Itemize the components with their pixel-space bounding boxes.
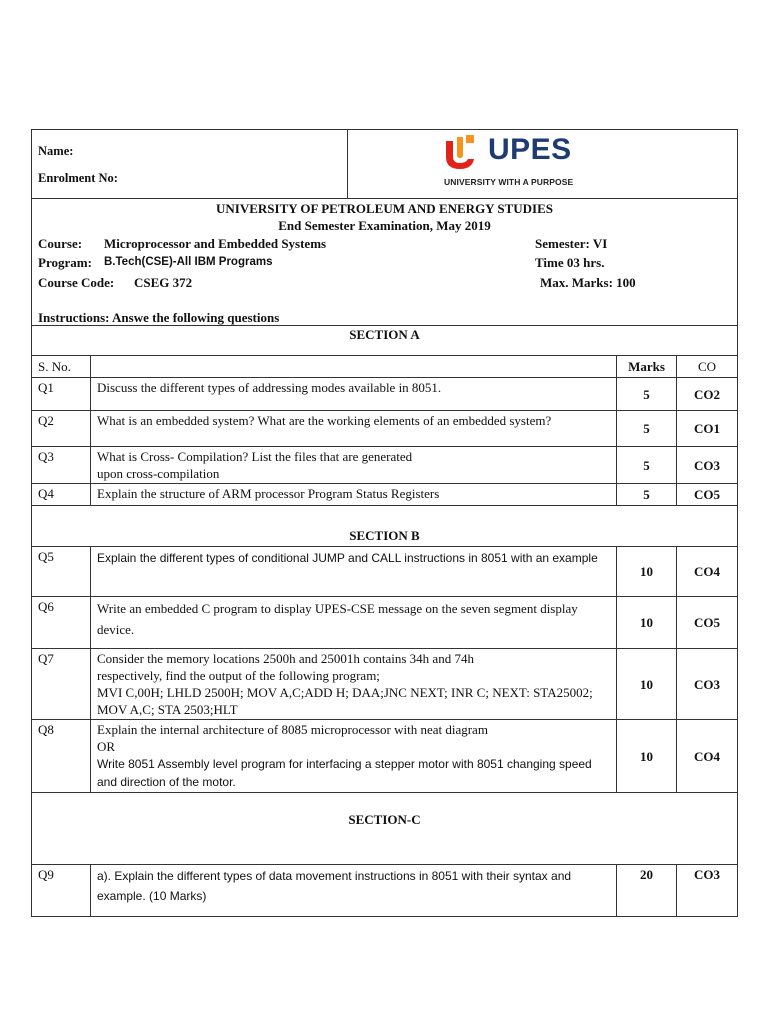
table-row — [32, 447, 738, 484]
name-label: Name: — [38, 144, 74, 158]
question-marks: 5 — [617, 484, 677, 506]
question-number: Q8 — [32, 720, 91, 793]
question-text: Discuss the different types of addressing modes available in 8051. — [91, 378, 617, 411]
question-line: respectively, find the output of the following program; — [97, 668, 380, 683]
question-co: CO4 — [677, 547, 738, 597]
question-number: Q9 — [32, 865, 91, 917]
sno-header: S. No. — [32, 356, 91, 378]
question-marks: 10 — [617, 547, 677, 597]
question-text — [91, 547, 617, 597]
section-a-table — [31, 355, 738, 506]
question-co: CO2 — [677, 378, 738, 411]
question-co: CO1 — [677, 411, 738, 447]
table-row — [32, 547, 738, 597]
question-text: What is an embedded system? What are the working elements of an embedded system? — [91, 411, 617, 447]
section-a-heading: SECTION A — [31, 325, 738, 355]
question-body: Explain the different types of conditional JUMP and CALL instructions in 8051 with an example — [97, 551, 598, 565]
question-number: Q3 — [32, 447, 91, 484]
question-marks: 5 — [617, 447, 677, 484]
logo-text: UPES — [488, 133, 572, 166]
question-co: CO3 — [677, 447, 738, 484]
enrolment-label: Enrolment No: — [38, 171, 118, 185]
question-co: CO5 — [677, 484, 738, 506]
program-value: B.Tech(CSE)-All IBM Programs — [104, 256, 273, 268]
semester: Semester: VI — [535, 236, 608, 251]
question-text — [91, 649, 617, 720]
question-marks: 5 — [617, 378, 677, 411]
logo-tagline: UNIVERSITY WITH A PURPOSE — [444, 177, 574, 187]
question-co: CO3 — [677, 865, 738, 917]
question-co: CO4 — [677, 720, 738, 793]
question-marks: 10 — [617, 720, 677, 793]
course-code-label: Course Code: — [38, 275, 115, 290]
question-number: Q6 — [32, 597, 91, 649]
table-row — [32, 484, 738, 506]
question-number: Q5 — [32, 547, 91, 597]
question-marks: 10 — [617, 649, 677, 720]
table-row — [32, 597, 738, 649]
max-marks: Max. Marks: 100 — [540, 275, 636, 290]
section-b-heading: SECTION B — [31, 506, 738, 546]
question-line: What is Cross- Compilation? List the files that are generated — [97, 449, 413, 464]
header-row — [31, 129, 738, 198]
question-marks: 10 — [617, 597, 677, 649]
question-or: OR — [97, 739, 116, 754]
question-text — [91, 720, 617, 793]
question-number: Q4 — [32, 484, 91, 506]
question-text: Write an embedded C program to display UPES-CSE message on the seven segment display device. — [91, 597, 617, 649]
upes-logo-icon — [444, 133, 480, 173]
table-row — [32, 411, 738, 447]
question-marks: 5 — [617, 411, 677, 447]
question-header — [91, 356, 617, 378]
question-text — [91, 447, 617, 484]
upes-logo — [444, 133, 572, 178]
question-number: Q2 — [32, 411, 91, 447]
question-line: Consider the memory locations 2500h and 25001h contains 34h and 74h — [97, 651, 474, 666]
marks-header: Marks — [617, 356, 677, 378]
question-line: Explain the internal architecture of 8085 microprocessor with neat diagram — [97, 722, 488, 737]
instructions: Instructions: Answe the following questions — [38, 310, 280, 325]
question-line: Write 8051 Assembly level program for interfacing a stepper motor with 8051 changing speed and direction of the motor. — [97, 757, 592, 789]
section-b-table — [31, 546, 738, 793]
exam-title: End Semester Examination, May 2019 — [278, 218, 491, 233]
table-row — [32, 378, 738, 411]
question-co: CO3 — [677, 649, 738, 720]
exam-info — [31, 198, 738, 325]
course-code-value: CSEG 372 — [134, 275, 193, 290]
question-line: MVI C,00H; LHLD 2500H; MOV A,C;ADD H; DAA;JNC NEXT; INR C; NEXT: STA25002; MOV A,C; STA 2503;HLT — [97, 685, 593, 717]
question-body: a). Explain the different types of data movement instructions in 8051 with their syntax and example. (10 Marks) — [97, 869, 572, 903]
co-header: CO — [677, 356, 738, 378]
table-row — [32, 865, 738, 917]
question-number: Q1 — [32, 378, 91, 411]
table-row — [32, 720, 738, 793]
university-name: UNIVERSITY OF PETROLEUM AND ENERGY STUDIES — [216, 201, 553, 216]
question-co: CO5 — [677, 597, 738, 649]
course-value: Microprocessor and Embedded Systems — [104, 236, 327, 251]
section-c-table — [31, 864, 738, 917]
question-line: upon cross-compilation — [97, 466, 220, 481]
table-row — [32, 649, 738, 720]
question-text — [91, 865, 617, 917]
student-details — [32, 130, 348, 198]
question-marks: 20 — [617, 865, 677, 917]
exam-sheet — [31, 129, 738, 917]
logo-area — [348, 130, 737, 198]
question-text: Explain the structure of ARM processor Program Status Registers — [91, 484, 617, 506]
section-c-heading: SECTION-C — [31, 793, 738, 864]
question-number: Q7 — [32, 649, 91, 720]
time-allowed: Time 03 hrs. — [535, 255, 605, 270]
course-label: Course: — [38, 236, 83, 251]
column-header-row — [32, 356, 738, 378]
program-label: Program: — [38, 255, 92, 270]
